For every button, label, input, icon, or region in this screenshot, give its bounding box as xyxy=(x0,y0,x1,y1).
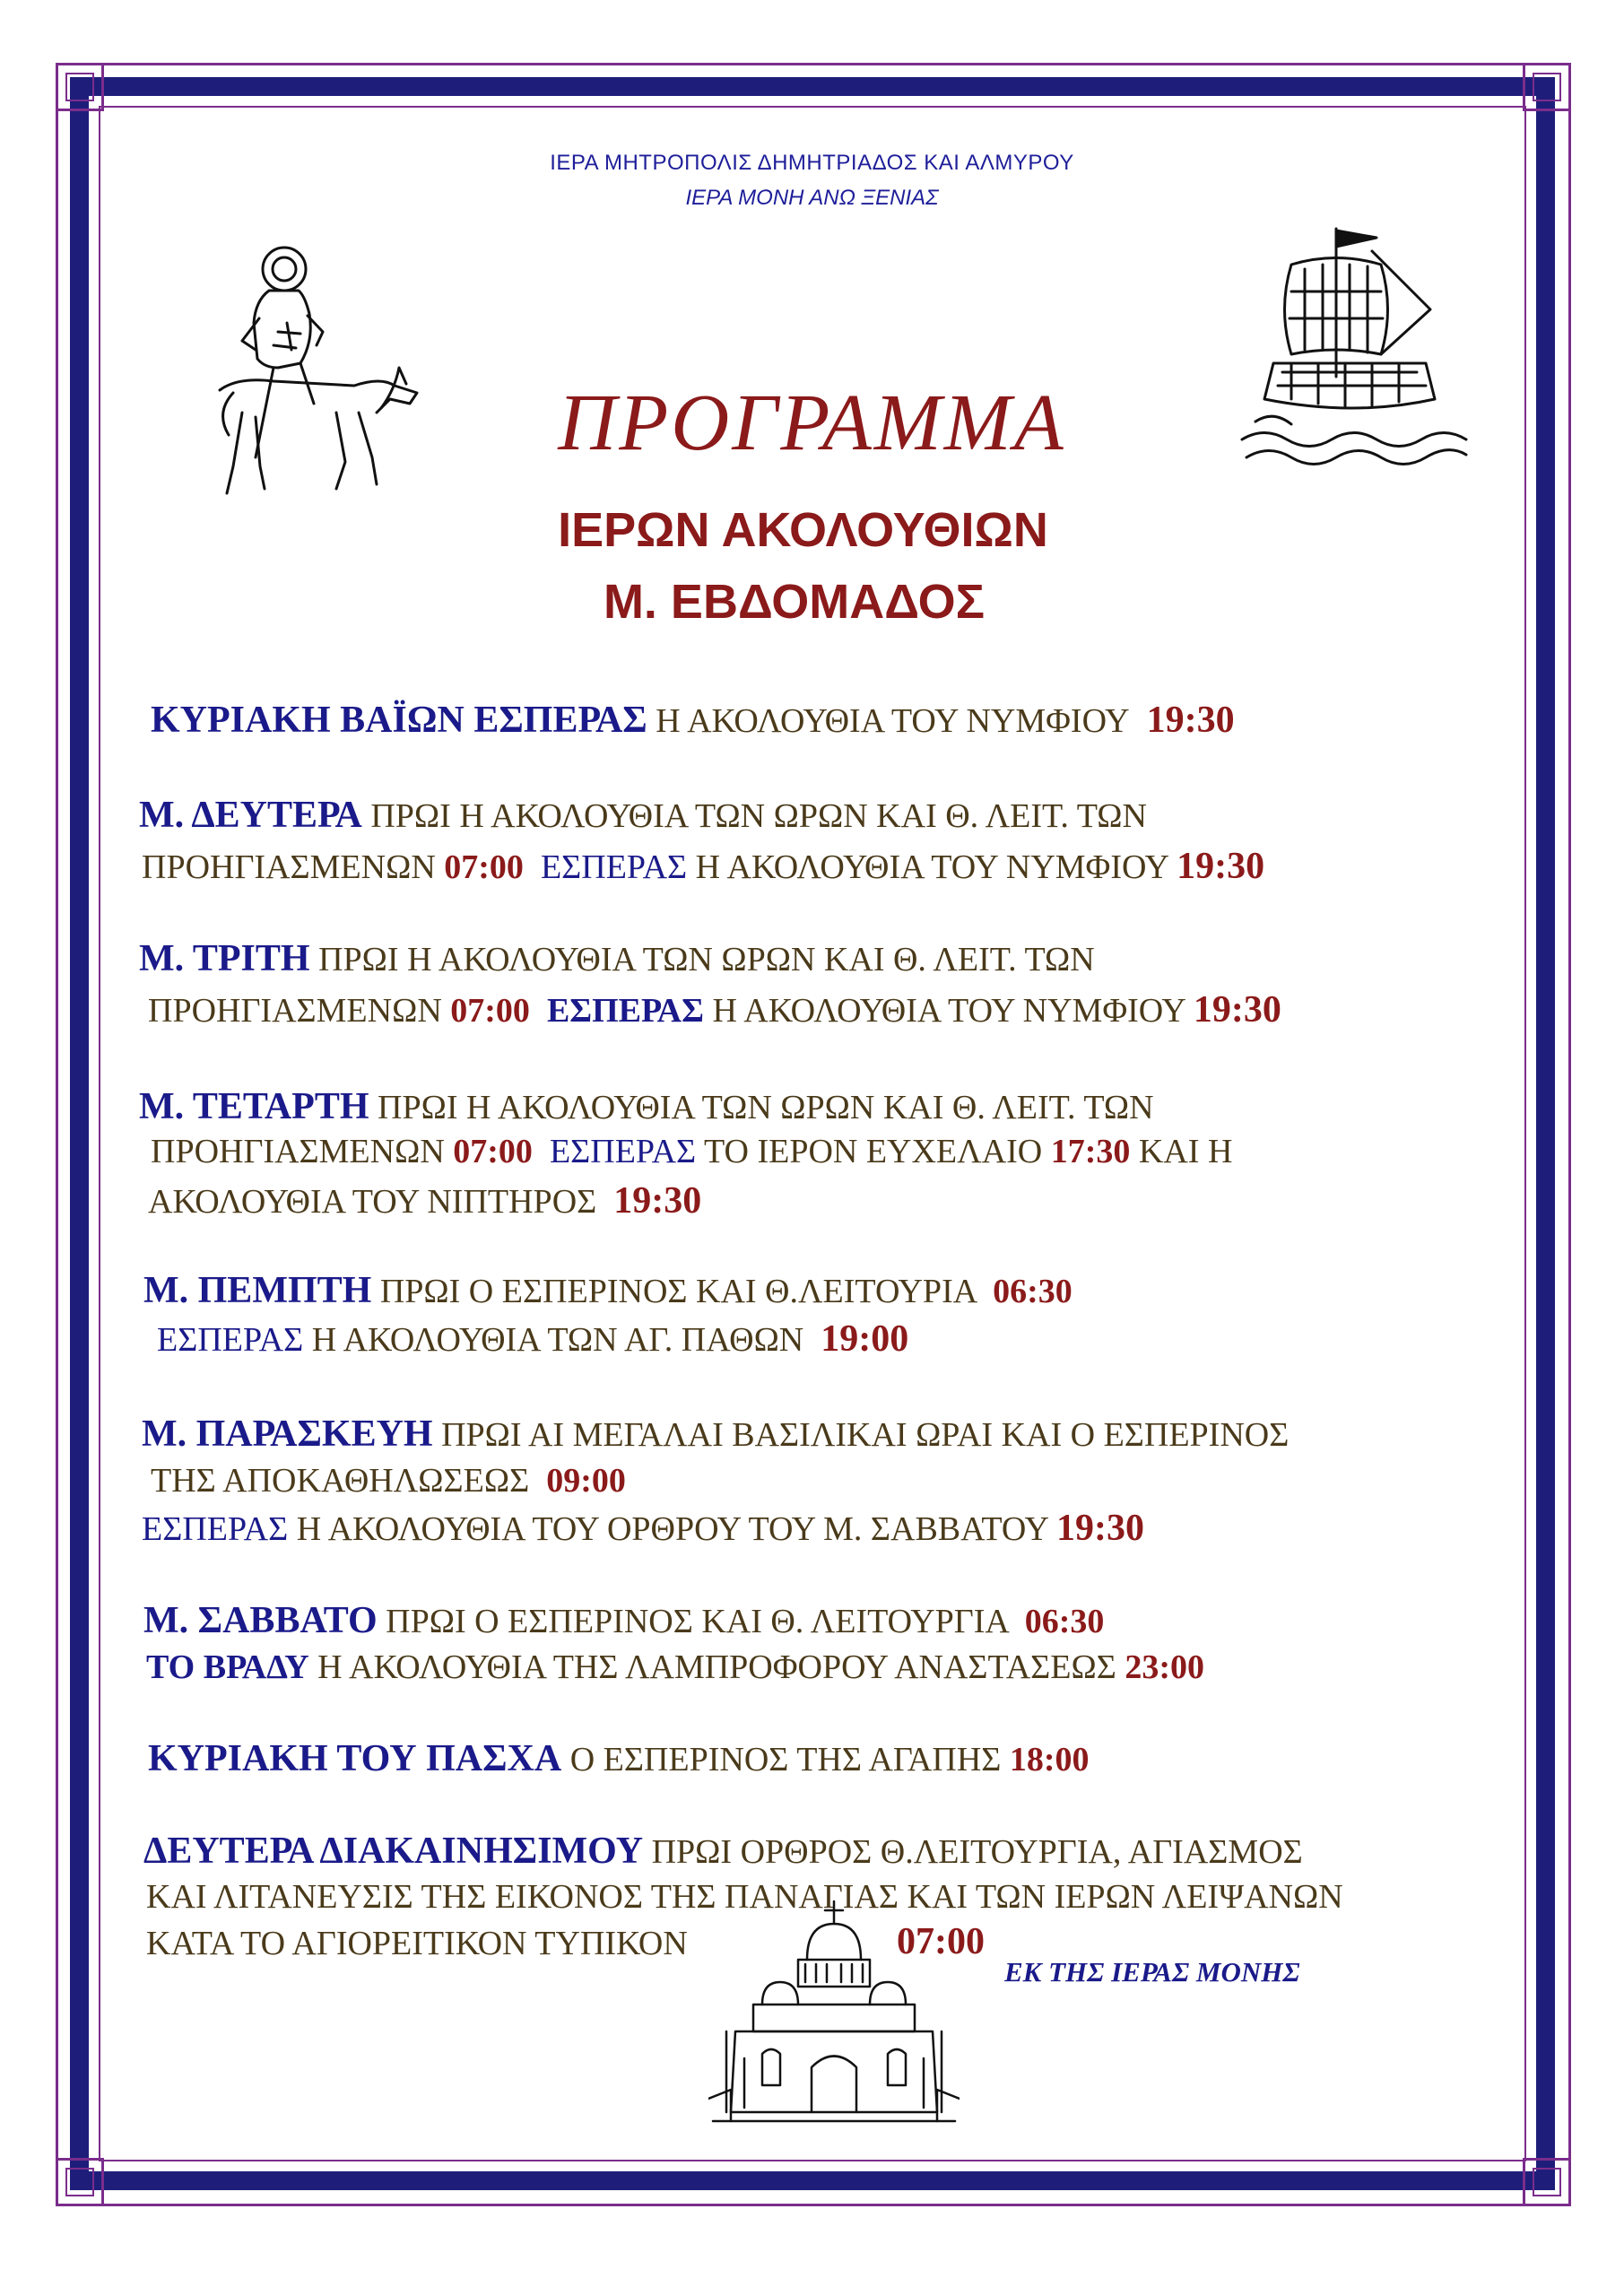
monastery-header: ΙΕΡΑ ΜΟΝΗ ΑΝΩ ΞΕΝΙΑΣ xyxy=(685,186,939,210)
service-time: 06:30 xyxy=(993,1273,1073,1310)
day-label: Μ. ΤΕΤΑΡΤΗ xyxy=(139,1086,369,1127)
service-time: 07:00 xyxy=(453,1133,533,1170)
schedule-friday-line2: ΤΗΣ ΑΠΟΚΑΘΗΛΩΣΕΩΣ 09:00 xyxy=(151,1462,626,1500)
frame-corner-top-left xyxy=(56,63,104,111)
frame-corner-top-right xyxy=(1523,63,1571,111)
schedule-saturday-line2: ΤΟ ΒΡΑΔΥ Η ΑΚΟΛΟΥΘΙΑ ΤΗΣ ΛΑΜΠΡΟΦΟΡΟΥ ΑΝΑΣΤΑΣΕΩΣ 23:00 xyxy=(146,1648,1204,1686)
service-time: 19:00 xyxy=(821,1318,909,1360)
frame-corner-bottom-right xyxy=(1523,2158,1571,2206)
schedule-friday-line3: ΕΣΠΕΡΑΣ Η ΑΚΟΛΟΥΘΙΑ ΤΟΥ ΟΡΘΡΟΥ ΤΟΥ Μ. ΣΑΒΒΑΤΟΥ 19:30 xyxy=(142,1508,1145,1549)
schedule-bright-monday-line1: ΔΕΥΤΕΡΑ ΔΙΑΚΑΙΝΗΣΙΜΟΥ ΠΡΩΙ ΟΡΘΡΟΣ Θ.ΛΕΙΤΟΥΡΓΙΑ, ΑΓΙΑΣΜΟΣ xyxy=(143,1831,1303,1872)
day-label: Μ. ΠΑΡΑΣΚΕΥΗ xyxy=(142,1413,433,1455)
day-label: Μ. ΤΡΙΤΗ xyxy=(139,938,310,979)
subtitle-services: ΙΕΡΩΝ ΑΚΟΛΟΥΘΙΩΝ xyxy=(558,503,1048,557)
schedule-monday-line2: ΠΡΟΗΓΙΑΣΜΕΝΩΝ 07:00 ΕΣΠΕΡΑΣ Η ΑΚΟΛΟΥΘΙΑ ΤΟΥ ΝΥΜΦΙΟΥ 19:30 xyxy=(142,846,1265,887)
service-time: 07:00 xyxy=(897,1921,985,1962)
day-label: ΚΥΡΙΑΚΗ ΒΑΪΩΝ ΕΣΠΕΡΑΣ xyxy=(151,700,647,741)
page-title: ΠΡΟΓΡΑΜΜΑ xyxy=(558,378,1066,467)
church-icon xyxy=(708,1897,960,2130)
service-time: 17:30 xyxy=(1050,1133,1131,1170)
subtitle-holy-week: Μ. ΕΒΔΟΜΑΔΟΣ xyxy=(603,575,986,629)
service-time: 19:30 xyxy=(1056,1508,1145,1549)
schedule-wednesday-line2: ΠΡΟΗΓΙΑΣΜΕΝΩΝ 07:00 ΕΣΠΕΡΑΣ ΤΟ ΙΕΡΟΝ ΕΥΧΕΛΑΙΟ 17:30 ΚΑΙ Η xyxy=(151,1133,1233,1170)
schedule-friday-line1: Μ. ΠΑΡΑΣΚΕΥΗ ΠΡΩΙ ΑΙ ΜΕΓΑΛΑΙ ΒΑΣΙΛΙΚΑΙ ΩΡΑΙ ΚΑΙ Ο ΕΣΠΕΡΙΝΟΣ xyxy=(142,1413,1290,1455)
service-time: 19:30 xyxy=(1146,700,1235,741)
frame-corner-bottom-left xyxy=(56,2158,104,2206)
schedule-bright-monday-line2: ΚΑΙ ΛΙΤΑΝΕΥΣΙΣ ΤΗΣ ΕΙΚΟΝΟΣ ΤΗΣ ΠΑΝΑΓΙΑΣ ΚΑΙ ΤΩΝ ΙΕΡΩΝ ΛΕΙΨΑΝΩΝ xyxy=(146,1878,1343,1916)
day-label: ΔΕΥΤΕΡΑ ΔΙΑΚΑΙΝΗΣΙΜΟΥ xyxy=(143,1831,644,1872)
metropolis-header: ΙΕΡΑ ΜΗΤΡΟΠΟΛΙΣ ΔΗΜΗΤΡΙΑΔΟΣ ΚΑΙ ΑΛΜΥΡΟΥ xyxy=(550,151,1074,175)
service-time: 19:30 xyxy=(1193,989,1281,1031)
service-time: 19:30 xyxy=(1177,846,1265,887)
schedule-tuesday-line2: ΠΡΟΗΓΙΑΣΜΕΝΩΝ 07:00 ΕΣΠΕΡΑΣ Η ΑΚΟΛΟΥΘΙΑ ΤΟΥ ΝΥΜΦΙΟΥ 19:30 xyxy=(148,989,1281,1031)
day-label: Μ. ΠΕΜΠΤΗ xyxy=(143,1270,372,1311)
schedule-monday-line1 xyxy=(139,796,1147,834)
schedule-palm-sunday xyxy=(151,701,1235,739)
day-label: Μ. ΔΕΥΤΕΡΑ xyxy=(139,795,362,836)
schedule-bright-monday-line3: ΚΑΤΑ ΤΟ ΑΓΙΟΡΕΙΤΙΚΟΝ ΤΥΠΙΚΟΝ xyxy=(146,1925,688,1962)
service-time: 23:00 xyxy=(1125,1648,1204,1686)
signature: ΕΚ ΤΗΣ ΙΕΡΑΣ ΜΟΝΗΣ xyxy=(1004,1956,1300,1987)
service-time: 18:00 xyxy=(1009,1741,1090,1779)
service-time: 06:30 xyxy=(1024,1603,1105,1640)
schedule-tuesday-line1: Μ. ΤΡΙΤΗ ΠΡΩΙ Η ΑΚΟΛΟΥΘΙΑ ΤΩΝ ΩΡΩΝ ΚΑΙ Θ. ΛΕΙΤ. ΤΩΝ xyxy=(139,938,1095,979)
service-time: 07:00 xyxy=(450,992,530,1030)
day-label: ΚΥΡΙΑΚΗ ΤΟΥ ΠΑΣΧΑ xyxy=(148,1738,562,1779)
schedule-easter: ΚΥΡΙΑΚΗ ΤΟΥ ΠΑΣΧΑ Ο ΕΣΠΕΡΙΝΟΣ ΤΗΣ ΑΓΑΠΗΣ 18:00 xyxy=(148,1738,1090,1779)
service-text: Η ΑΚΟΛΟΥΘΙΑ ΤΟΥ ΝΥΜΦΙΟΥ xyxy=(647,702,1130,740)
service-time: 07:00 xyxy=(444,848,524,886)
service-time: 19:30 xyxy=(613,1180,702,1222)
service-text: ΠΡΩΙ Η ΑΚΟΛΟΥΘΙΑ ΤΩΝ ΩΡΩΝ ΚΑΙ Θ. ΛΕΙΤ. ΤΩΝ xyxy=(361,797,1147,835)
schedule-wednesday-line3: ΑΚΟΛΟΥΘΙΑ ΤΟΥ ΝΙΠΤΗΡΟΣ 19:30 xyxy=(148,1180,702,1222)
schedule-wednesday-line1: Μ. ΤΕΤΑΡΤΗ ΠΡΩΙ Η ΑΚΟΛΟΥΘΙΑ ΤΩΝ ΩΡΩΝ ΚΑΙ Θ. ΛΕΙΤ. ΤΩΝ xyxy=(139,1086,1154,1127)
schedule-thursday-line2: ΕΣΠΕΡΑΣ Η ΑΚΟΛΟΥΘΙΑ ΤΩΝ ΑΓ. ΠΑΘΩΝ 19:00 xyxy=(157,1318,909,1360)
schedule-thursday-line1: Μ. ΠΕΜΠΤΗ ΠΡΩΙ Ο ΕΣΠΕΡΙΝΟΣ ΚΑΙ Θ.ΛΕΙΤΟΥΡΙΑ 06:30 xyxy=(143,1270,1073,1311)
day-label: Μ. ΣΑΒΒΑΤΟ xyxy=(143,1600,378,1641)
schedule-saturday-line1: Μ. ΣΑΒΒΑΤΟ ΠΡΩΙ Ο ΕΣΠΕΡΙΝΟΣ ΚΑΙ Θ. ΛΕΙΤΟΥΡΓΙΑ 06:30 xyxy=(143,1600,1105,1641)
service-time: 09:00 xyxy=(546,1462,626,1500)
